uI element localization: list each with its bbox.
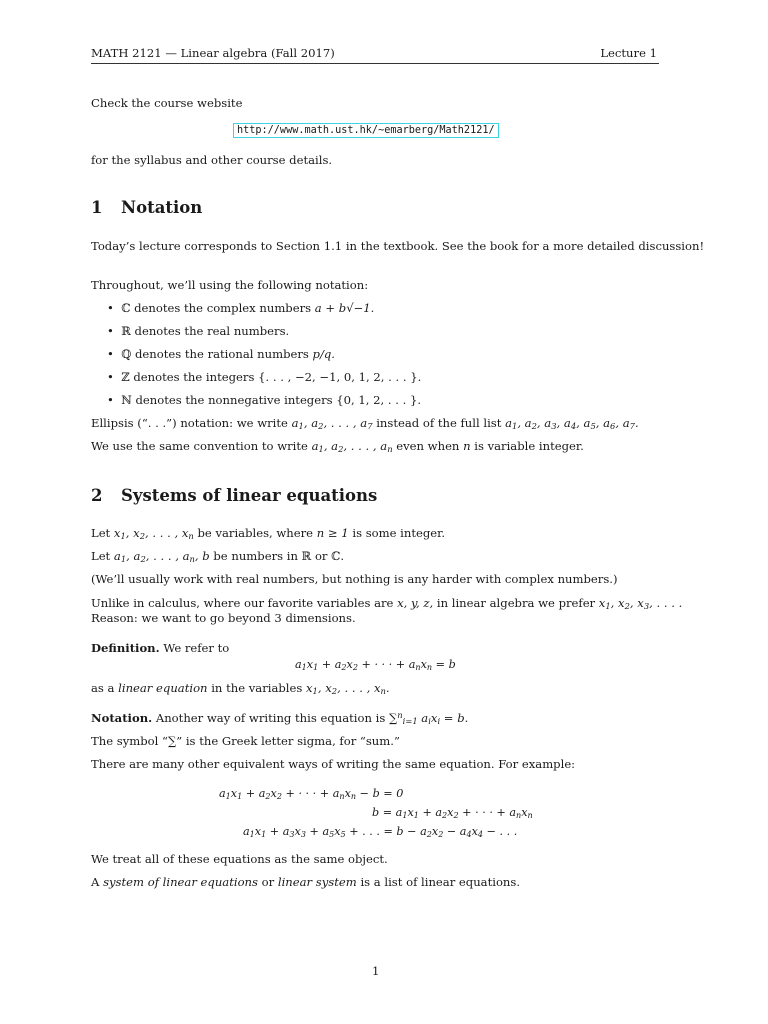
bullet-item: • ℕ denotes the nonnegative integers {0, 1, 2, . . . }. xyxy=(107,393,422,407)
notation-line: Notation. Another way of writing this equation is ∑$^n_{i=1}$ $a_ix_i = b$. xyxy=(91,709,469,727)
let-numbers-line: Let $a_1$, $a_2$, . . . , $a_n$, b be numbers in ℝ or ℂ. xyxy=(91,549,345,565)
running-header-left: MATH 2121 — Linear algebra (Fall 2017) xyxy=(91,46,335,60)
course-website-link[interactable]: http://www.math.ust.hk/~emarberg/Math2121/ xyxy=(233,123,499,138)
section-1-number: 1 xyxy=(91,198,103,217)
real-numbers-note: (We’ll usually work with real numbers, but nothing is any harder with complex numbers.) xyxy=(91,572,618,586)
definition-line: Definition. We refer to xyxy=(91,641,230,655)
bullet-item: • ℚ denotes the rational numbers p/q. xyxy=(107,347,335,361)
equation-2: $b = a_1x_1 + a_2x_2$ + · · · + $a_nx_n$ xyxy=(372,806,533,821)
linear-system-line: A system of linear equations or linear system is a list of linear equations. xyxy=(91,875,521,889)
section-1-para-1: Today’s lecture corresponds to Section 1.1 in the textbook. See the book for a more detailed discussion! xyxy=(91,239,705,253)
page-number: 1 xyxy=(372,964,380,978)
sigma-line: The symbol “∑” is the Greek letter sigma, for “sum.” xyxy=(91,734,400,748)
section-1-para-2: Throughout, we’ll using the following notation: xyxy=(91,278,369,292)
intro-line-1: Check the course website xyxy=(91,96,243,110)
running-header-right: Lecture 1 xyxy=(600,46,657,60)
linear-equation-line: as a linear equation in the variables $x_1$, $x_2$, . . . , $x_n$. xyxy=(91,681,390,697)
ellipsis-line: Ellipsis (“. . .”) notation: we write $a_1$, $a_2$, . . . , $a_7$ instead of the full list $a_1$, $a_2$, $a_3$, $a_4$, $a_5$, $a_6$, $a_7$. xyxy=(91,416,639,432)
equation-1: $a_1x_1 + a_2x_2$ + · · · + $a_nx_n - b = 0$ xyxy=(219,787,404,802)
bullet-item: • ℝ denotes the real numbers. xyxy=(107,324,290,338)
same-object-line: We treat all of these equations as the same object. xyxy=(91,852,388,866)
convention-line: We use the same convention to write $a_1$, $a_2$, . . . , $a_n$ even when n is variable integer. xyxy=(91,439,584,455)
equation-3: $a_1x_1 + a_3x_3 + a_5x_5$ + . . . = $b - a_2x_2 - a_4x_4$ − . . . xyxy=(243,825,518,840)
definition-equation: $a_1x_1 + a_2x_2$ + · · · + $a_nx_n = b$ xyxy=(295,658,456,673)
let-variables-line: Let $x_1$, $x_2$, . . . , $x_n$ be variables, where n ≥ 1 is some integer. xyxy=(91,526,446,542)
calculus-line: Unlike in calculus, where our favorite variables are x, y, z, in linear algebra we prefer $x_1$, $x_2$, $x_3$, . . . . xyxy=(91,596,683,612)
intro-line-2: for the syllabus and other course details. xyxy=(91,153,333,167)
section-1-title: Notation xyxy=(121,198,203,217)
header-rule xyxy=(91,63,659,64)
bullet-item: • ℤ denotes the integers {. . . , −2, −1, 0, 1, 2, . . . }. xyxy=(107,370,422,384)
section-2-number: 2 xyxy=(91,486,103,505)
reason-line: Reason: we want to go beyond 3 dimensions. xyxy=(91,611,356,625)
bullet-item: • ℂ denotes the complex numbers a + b√−1. xyxy=(107,301,375,315)
section-2-title: Systems of linear equations xyxy=(121,486,378,505)
equivalent-ways-line: There are many other equivalent ways of writing the same equation. For example: xyxy=(91,757,576,771)
